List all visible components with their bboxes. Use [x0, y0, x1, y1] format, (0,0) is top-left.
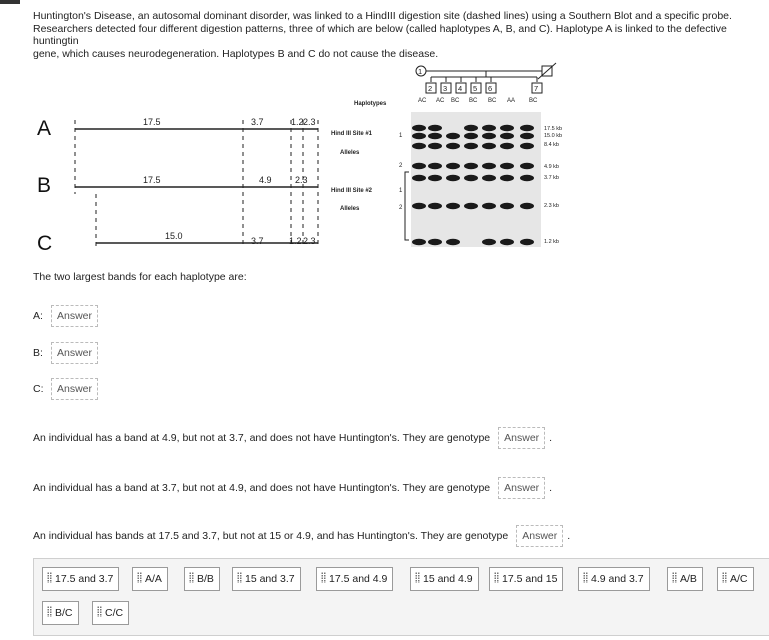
pedigree-number-1: 1 [418, 67, 423, 76]
answer-drop-a[interactable]: Answer [51, 305, 98, 327]
drag-handle-icon [189, 572, 194, 583]
map-c-label-1: 15.0 [165, 231, 183, 241]
question-prompt: The two largest bands for each haplotype are: [33, 271, 247, 283]
left-mark-3: 2 [399, 205, 403, 211]
blot-band [428, 133, 442, 139]
blot-band [428, 239, 442, 245]
drag-handle-icon [47, 606, 52, 617]
blot-band [520, 125, 534, 131]
map-a-label-2: 3.7 [251, 117, 264, 127]
sentence-1-answer-drop[interactable]: Answer [498, 427, 545, 449]
drag-option[interactable] [717, 567, 754, 591]
size-label-8-4: 8.4 kb [544, 142, 559, 148]
restriction-map [75, 120, 318, 247]
left-mark-2: 2 [399, 163, 403, 169]
blot-band [520, 163, 534, 169]
drag-option-label: 4.9 and 3.7 [591, 573, 644, 585]
drag-option-label: A/B [680, 573, 697, 585]
blot-band [446, 163, 460, 169]
blot-band [464, 203, 478, 209]
blot-band [428, 203, 442, 209]
question-sentence-2 [33, 477, 552, 499]
answer-row-c [33, 378, 98, 400]
lane-haplotype-1: AC [418, 98, 427, 104]
answer-drop-c[interactable]: Answer [51, 378, 98, 400]
blot-band [520, 203, 534, 209]
blot-band [500, 203, 514, 209]
intro-paragraph: Huntington's Disease, an autosomal dominant disorder, was linked to a HindIII digestion site (dashed lines) using a Southern Blot and a specific probe. Researchers detected four different digestion patterns, three of which are below (called haplotypes A, B, and C). Haplotype A is linked to the defective huntingtin gene, which causes neurodegeneration. Haplotypes B and C do not cause the disease. [33, 10, 732, 60]
lane-number-6: 6 [488, 84, 493, 93]
drag-handle-icon [97, 606, 102, 617]
drag-option[interactable] [667, 567, 703, 591]
drag-option-label: 17.5 and 4.9 [329, 573, 388, 585]
drag-options-bank [33, 558, 769, 636]
drag-option-label: 17.5 and 15 [502, 573, 558, 585]
map-b-label-2: 4.9 [259, 175, 272, 185]
lane-haplotype-2: AC [436, 98, 445, 104]
blot-band [500, 239, 514, 245]
size-label-4-9: 4.9 kb [544, 164, 559, 170]
size-label-2-3: 2.3 kb [544, 203, 559, 209]
blot-band [428, 175, 442, 181]
restriction-map-and-blot [33, 62, 593, 262]
drag-option[interactable] [410, 567, 479, 591]
blot-band [412, 143, 426, 149]
lane-number-3: 3 [443, 84, 448, 93]
size-label-17-5: 17.5 kb [544, 126, 563, 132]
blot-band [482, 175, 496, 181]
blot-band [446, 143, 460, 149]
drag-option[interactable] [489, 567, 563, 591]
blot-band [520, 143, 534, 149]
drag-option-label: 15 and 4.9 [423, 573, 473, 585]
blot-band [428, 125, 442, 131]
allele-brackets [405, 172, 409, 240]
drag-option-label: 17.5 and 3.7 [55, 573, 114, 585]
left-mark-4: 1 [399, 188, 403, 194]
drag-option[interactable] [232, 567, 301, 591]
blot-band [464, 125, 478, 131]
drag-handle-icon [415, 572, 420, 583]
blot-band [500, 133, 514, 139]
drag-option-label: A/C [730, 573, 748, 585]
blot-band [520, 239, 534, 245]
map-a-label-3: 1.2 [291, 117, 304, 127]
blot-band [520, 133, 534, 139]
blot-band [482, 133, 496, 139]
size-label-3-7: 3.7 kb [544, 175, 559, 181]
drag-option[interactable] [42, 601, 79, 625]
drag-handle-icon [321, 572, 326, 583]
drag-handle-icon [583, 572, 588, 583]
blot-band [464, 143, 478, 149]
lane-number-7: 7 [534, 84, 539, 93]
size-label-15-0: 15.0 kb [544, 133, 563, 139]
left-mark-1: 1 [399, 133, 403, 139]
lane-haplotype-7: BC [529, 98, 538, 104]
blot-band [482, 239, 496, 245]
blot-band [482, 163, 496, 169]
question-sentence-3 [33, 525, 570, 547]
blot-band [500, 143, 514, 149]
lane-haplotype-3: BC [451, 98, 460, 104]
drag-handle-icon [237, 572, 242, 583]
blot-band [446, 239, 460, 245]
blot-band [464, 175, 478, 181]
map-b-label-3: 2.3 [295, 175, 308, 185]
answer-row-a [33, 305, 98, 327]
blot-band [412, 163, 426, 169]
map-c-label-3: 1.2 [289, 236, 302, 246]
sentence-3-text: An individual has bands at 17.5 and 3.7, but not at 15 or 4.9, and has Huntington's. They are genotype [33, 530, 509, 542]
blot-band [482, 125, 496, 131]
site2-alleles-label: Alleles [340, 206, 360, 212]
drag-handle-icon [722, 572, 727, 583]
blot-band [412, 133, 426, 139]
drag-handle-icon [672, 572, 677, 583]
map-a-label-1: 17.5 [143, 117, 161, 127]
drag-option[interactable] [42, 567, 119, 591]
sentence-2-end: . [549, 482, 553, 494]
haplotype-letter-a: A [37, 117, 52, 140]
sentence-2-text: An individual has a band at 3.7, but not at 4.9, and does not have Huntington's. They are genotype [33, 482, 491, 494]
drag-option[interactable] [184, 567, 220, 591]
lane-number-4: 4 [458, 84, 463, 93]
blot-band [446, 175, 460, 181]
blot-band [482, 203, 496, 209]
lane-haplotype-5: BC [488, 98, 497, 104]
blot-band [446, 203, 460, 209]
map-a-label-4: 2.3 [303, 117, 316, 127]
drag-option-label: C/C [105, 607, 124, 619]
drag-handle-icon [47, 572, 52, 583]
haplotype-letter-b: B [37, 174, 52, 197]
drag-handle-icon [494, 572, 499, 583]
blot-band [412, 175, 426, 181]
sentence-3-answer-drop[interactable]: Answer [516, 525, 563, 547]
haplotype-letter-c: C [37, 232, 53, 255]
answer-label-a: A: [33, 310, 43, 322]
lane-haplotype-4: BC [469, 98, 478, 104]
sentence-2-answer-drop[interactable]: Answer [498, 477, 545, 499]
blot-band [520, 175, 534, 181]
drag-option-label: B/C [55, 607, 73, 619]
blot-band [412, 203, 426, 209]
site1-alleles-label: Alleles [340, 150, 360, 156]
map-b-label-1: 17.5 [143, 175, 161, 185]
blot-band [412, 125, 426, 131]
drag-handle-icon [137, 572, 142, 583]
drag-option[interactable] [132, 567, 168, 591]
blot-band [500, 163, 514, 169]
site2-label: Hind III Site #2 [331, 188, 373, 194]
answer-drop-b[interactable]: Answer [51, 342, 98, 364]
drag-option-label: 15 and 3.7 [245, 573, 295, 585]
sentence-1-end: . [549, 432, 553, 444]
blot-band [500, 175, 514, 181]
drag-option[interactable] [316, 567, 393, 591]
figure [33, 62, 593, 262]
size-label-1-2: 1.2 kb [544, 239, 559, 245]
blot-band [412, 239, 426, 245]
drag-option[interactable] [92, 601, 129, 625]
answer-row-b [33, 342, 98, 364]
haplotypes-label: Haplotypes [354, 101, 387, 107]
drag-option[interactable] [578, 567, 650, 591]
blot-band [428, 163, 442, 169]
blot-band [464, 163, 478, 169]
map-c-label-2: 3.7 [251, 236, 264, 246]
lane-number-2: 2 [428, 84, 433, 93]
blot-band [482, 143, 496, 149]
blot-band [464, 133, 478, 139]
blot-band [428, 143, 442, 149]
answer-label-c: C: [33, 383, 44, 395]
blot-band [446, 133, 460, 139]
question-sentence-1 [33, 427, 552, 449]
top-edge-bar [0, 0, 20, 4]
lane-haplotype-6: AA [507, 98, 516, 104]
site1-label: Hind III Site #1 [331, 131, 373, 137]
drag-option-label: A/A [145, 573, 162, 585]
lane-number-5: 5 [473, 84, 478, 93]
sentence-1-text: An individual has a band at 4.9, but not at 3.7, and does not have Huntington's. They are genotype [33, 432, 491, 444]
answer-label-b: B: [33, 347, 43, 359]
drag-option-label: B/B [197, 573, 214, 585]
blot-band [500, 125, 514, 131]
sentence-3-end: . [567, 530, 571, 542]
map-c-label-4: 2.3 [303, 236, 316, 246]
